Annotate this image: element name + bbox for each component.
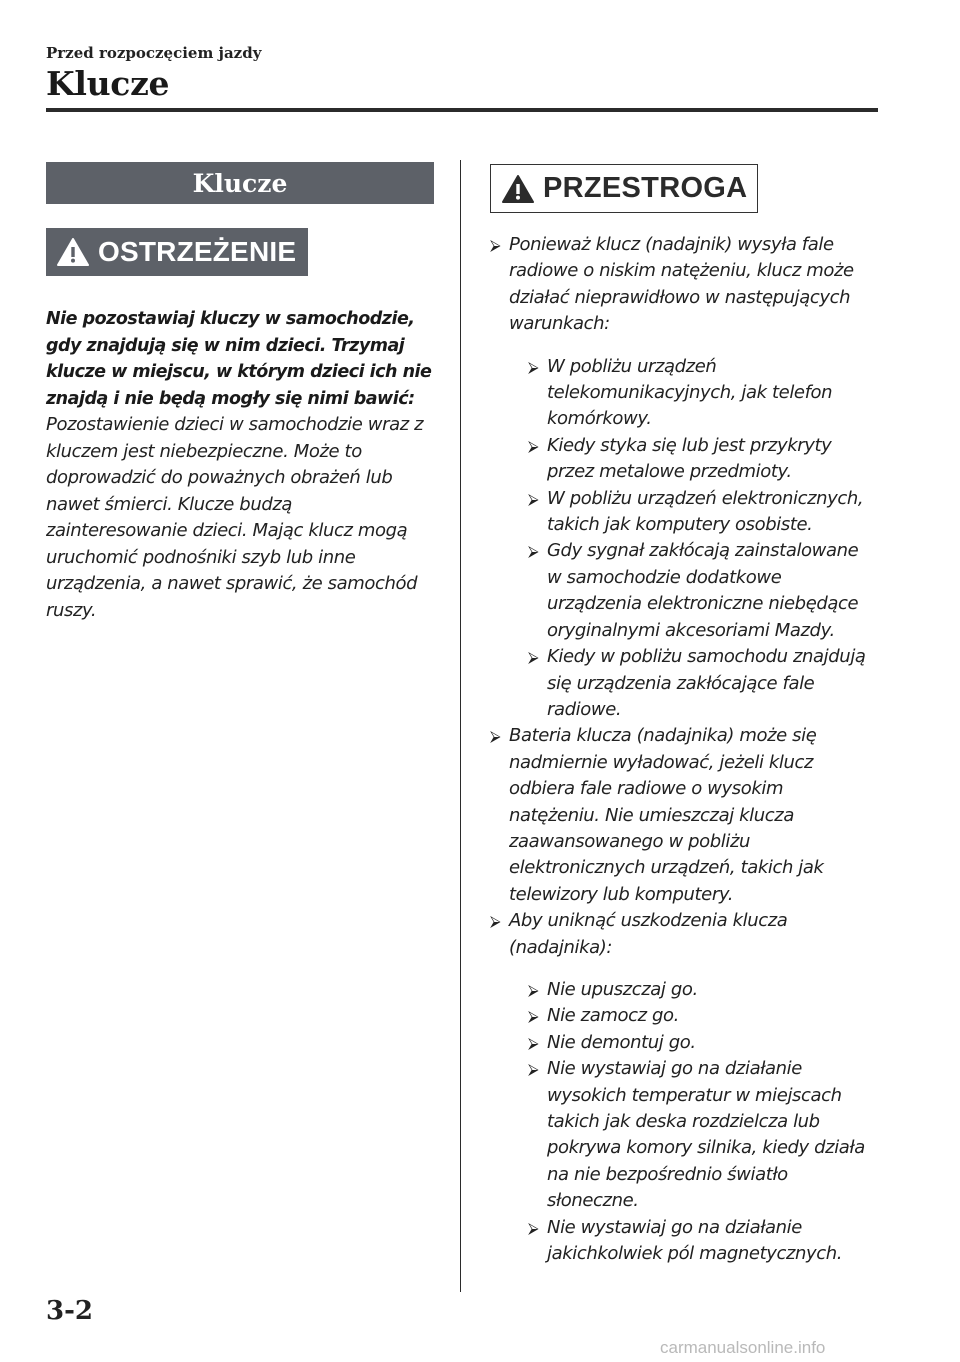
bullet-arrow-icon: ⮚ xyxy=(528,980,539,999)
list-item-text: W pobliżu urządzeń elektronicznych, takich jak komputery osobiste. xyxy=(547,487,864,536)
list-item xyxy=(528,644,870,723)
caution-triangle-icon xyxy=(501,174,535,204)
list-item xyxy=(490,908,870,1267)
list-item xyxy=(528,1056,870,1214)
right-column xyxy=(490,164,870,1267)
bullet-arrow-icon: ⮚ xyxy=(528,1007,539,1026)
list-item-text: Gdy sygnał zakłócają zainstalowane w samochodzie dodatkowe urządzenia elektroniczne niebędące oryginalnymi akcesoriami Mazdy. xyxy=(547,540,859,641)
column-divider xyxy=(460,160,461,1292)
list-item xyxy=(528,433,870,486)
warning-triangle-icon xyxy=(56,237,90,267)
list-item xyxy=(490,723,870,908)
list-item xyxy=(528,538,870,644)
page-title: Klucze xyxy=(46,64,170,103)
bullet-arrow-icon: ⮚ xyxy=(528,357,539,376)
bullet-arrow-icon: ⮚ xyxy=(490,727,501,746)
section-title-bar xyxy=(46,162,434,204)
bullet-arrow-icon: ⮚ xyxy=(528,648,539,667)
list-item-text: Nie wystawiaj go na działanie wysokich temperatur w miejscach takich jak deska rozdzielcza lub pokrywa komory silnika, kiedy działa na nie bezpośrednio światło słoneczne. xyxy=(547,1058,865,1212)
page-number: 3-2 xyxy=(46,1296,93,1326)
left-column xyxy=(46,162,434,624)
list-item-text: Bateria klucza (nadajnika) może się nadmiernie wyładować, jeżeli klucz odbiera fale radiowe o wysokim natężeniu. Nie umieszczaj klucza zaawansowanego w pobliżu elektronicznych urządzeń, takich jak telewizory lub komputery. xyxy=(509,725,824,905)
list-item-text: Nie upuszczaj go. xyxy=(547,978,698,1000)
bullet-arrow-icon: ⮚ xyxy=(528,489,539,508)
watermark: carmanualsonline.info xyxy=(660,1338,826,1357)
list-item-text: Kiedy styka się lub jest przykryty przez metalowe przedmioty. xyxy=(547,434,832,483)
page-header xyxy=(46,44,878,103)
sublist xyxy=(509,354,870,724)
list-item xyxy=(528,486,870,539)
bullet-arrow-icon: ⮚ xyxy=(528,1218,539,1237)
section-title: Klucze xyxy=(192,168,288,198)
list-item-text: Ponieważ klucz (nadajnik) wysyła fale radiowe o niskim natężeniu, klucz może działać nieprawidłowo w następujących warunkach: xyxy=(509,234,854,335)
list-item-text: Kiedy w pobliżu samochodu znajdują się urządzenia zakłócające fale radiowe. xyxy=(547,646,866,720)
list-item-text: Nie zamocz go. xyxy=(547,1005,679,1027)
caution-label-text: PRZESTROGA xyxy=(543,172,748,204)
bullet-arrow-icon: ⮚ xyxy=(528,1033,539,1052)
warning-body: Pozostawienie dzieci w samochodzie wraz z kluczem jest niebezpieczne. Może to doprowadzić do poważnych obrażeń lub nawet śmierci. Klucze budzą zainteresowanie dzieci. Mając klucz mogą uruchomić podnośniki szyb lub inne urządzenia, a nawet sprawić, że samochód ruszy. xyxy=(46,414,424,621)
bullet-arrow-icon: ⮚ xyxy=(528,542,539,561)
list-item xyxy=(528,354,870,433)
bullet-arrow-icon: ⮚ xyxy=(528,1060,539,1079)
breadcrumb: Przed rozpoczęciem jazdy xyxy=(46,44,262,62)
caution-list xyxy=(490,232,870,1267)
list-item-text: Nie wystawiaj go na działanie jakichkolwiek pól magnetycznych. xyxy=(547,1216,843,1265)
warning-heading: Nie pozostawiaj kluczy w samochodzie, gdy znajdują się w nim dzieci. Trzymaj klucze w miejscu, w którym dzieci ich nie znajdą i nie będą mogły się nimi bawić: xyxy=(46,309,432,409)
list-item-text: W pobliżu urządzeń telekomunikacyjnych, jak telefon komórkowy. xyxy=(547,355,833,430)
caution-label xyxy=(490,164,758,213)
bullet-arrow-icon: ⮚ xyxy=(490,236,501,254)
list-item xyxy=(528,1215,870,1268)
list-item-text: Nie demontuj go. xyxy=(547,1031,696,1053)
list-item xyxy=(490,232,870,723)
list-item xyxy=(528,1003,870,1029)
header-rule xyxy=(46,108,878,112)
warning-label-text: OSTRZEŻENIE xyxy=(98,236,297,267)
list-item-text: Aby uniknąć uszkodzenia klucza (nadajnika): xyxy=(509,910,788,958)
list-item xyxy=(528,977,870,1003)
bullet-arrow-icon: ⮚ xyxy=(490,912,501,931)
bullet-arrow-icon: ⮚ xyxy=(528,436,539,455)
sublist xyxy=(509,977,870,1267)
list-item xyxy=(528,1030,870,1056)
warning-label xyxy=(46,228,308,276)
